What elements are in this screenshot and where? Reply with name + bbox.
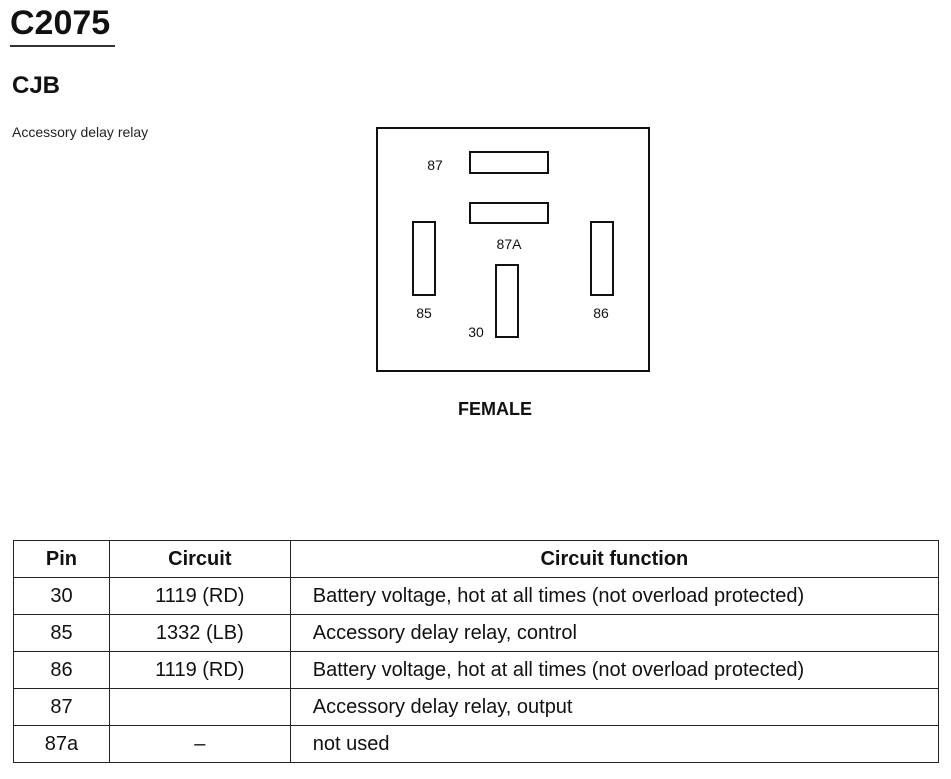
table-row (14, 689, 939, 726)
terminal-85 (413, 222, 435, 295)
pin-label-30: 30 (468, 324, 484, 340)
pin-label-85: 85 (416, 305, 432, 321)
circuit-cell (109, 689, 290, 726)
circuit-cell: 1119 (RD) (109, 578, 290, 615)
header-circuit: Circuit (109, 541, 290, 578)
function-cell: not used (290, 726, 938, 763)
connector-description: Accessory delay relay (12, 124, 149, 140)
pin-cell: 87 (14, 689, 110, 726)
terminal-86 (591, 222, 613, 295)
pin-cell: 85 (14, 615, 110, 652)
connector-id: C2075 (10, 4, 111, 42)
pin-label-87a: 87A (496, 236, 522, 252)
pin-label-87: 87 (427, 157, 443, 173)
function-cell: Accessory delay relay, control (290, 615, 938, 652)
circuit-cell: 1119 (RD) (109, 652, 290, 689)
circuit-cell: 1332 (LB) (109, 615, 290, 652)
function-cell: Battery voltage, hot at all times (not overload protected) (290, 652, 938, 689)
terminal-87 (470, 152, 548, 173)
table-row (14, 652, 939, 689)
function-cell: Accessory delay relay, output (290, 689, 938, 726)
header-pin: Pin (14, 541, 110, 578)
table-header-row (14, 541, 939, 578)
connector-gender: FEMALE (458, 399, 532, 419)
connector-location: CJB (12, 72, 61, 99)
pin-cell: 87a (14, 726, 110, 763)
pinout-table (13, 540, 939, 763)
header-circuit-function: Circuit function (290, 541, 938, 578)
table-row (14, 578, 939, 615)
function-cell: Battery voltage, hot at all times (not overload protected) (290, 578, 938, 615)
terminal-87a (470, 203, 548, 223)
pin-label-86: 86 (593, 305, 609, 321)
pin-cell: 30 (14, 578, 110, 615)
table-row (14, 615, 939, 652)
table-row (14, 726, 939, 763)
circuit-cell: – (109, 726, 290, 763)
pin-cell: 86 (14, 652, 110, 689)
terminal-30 (496, 265, 518, 337)
